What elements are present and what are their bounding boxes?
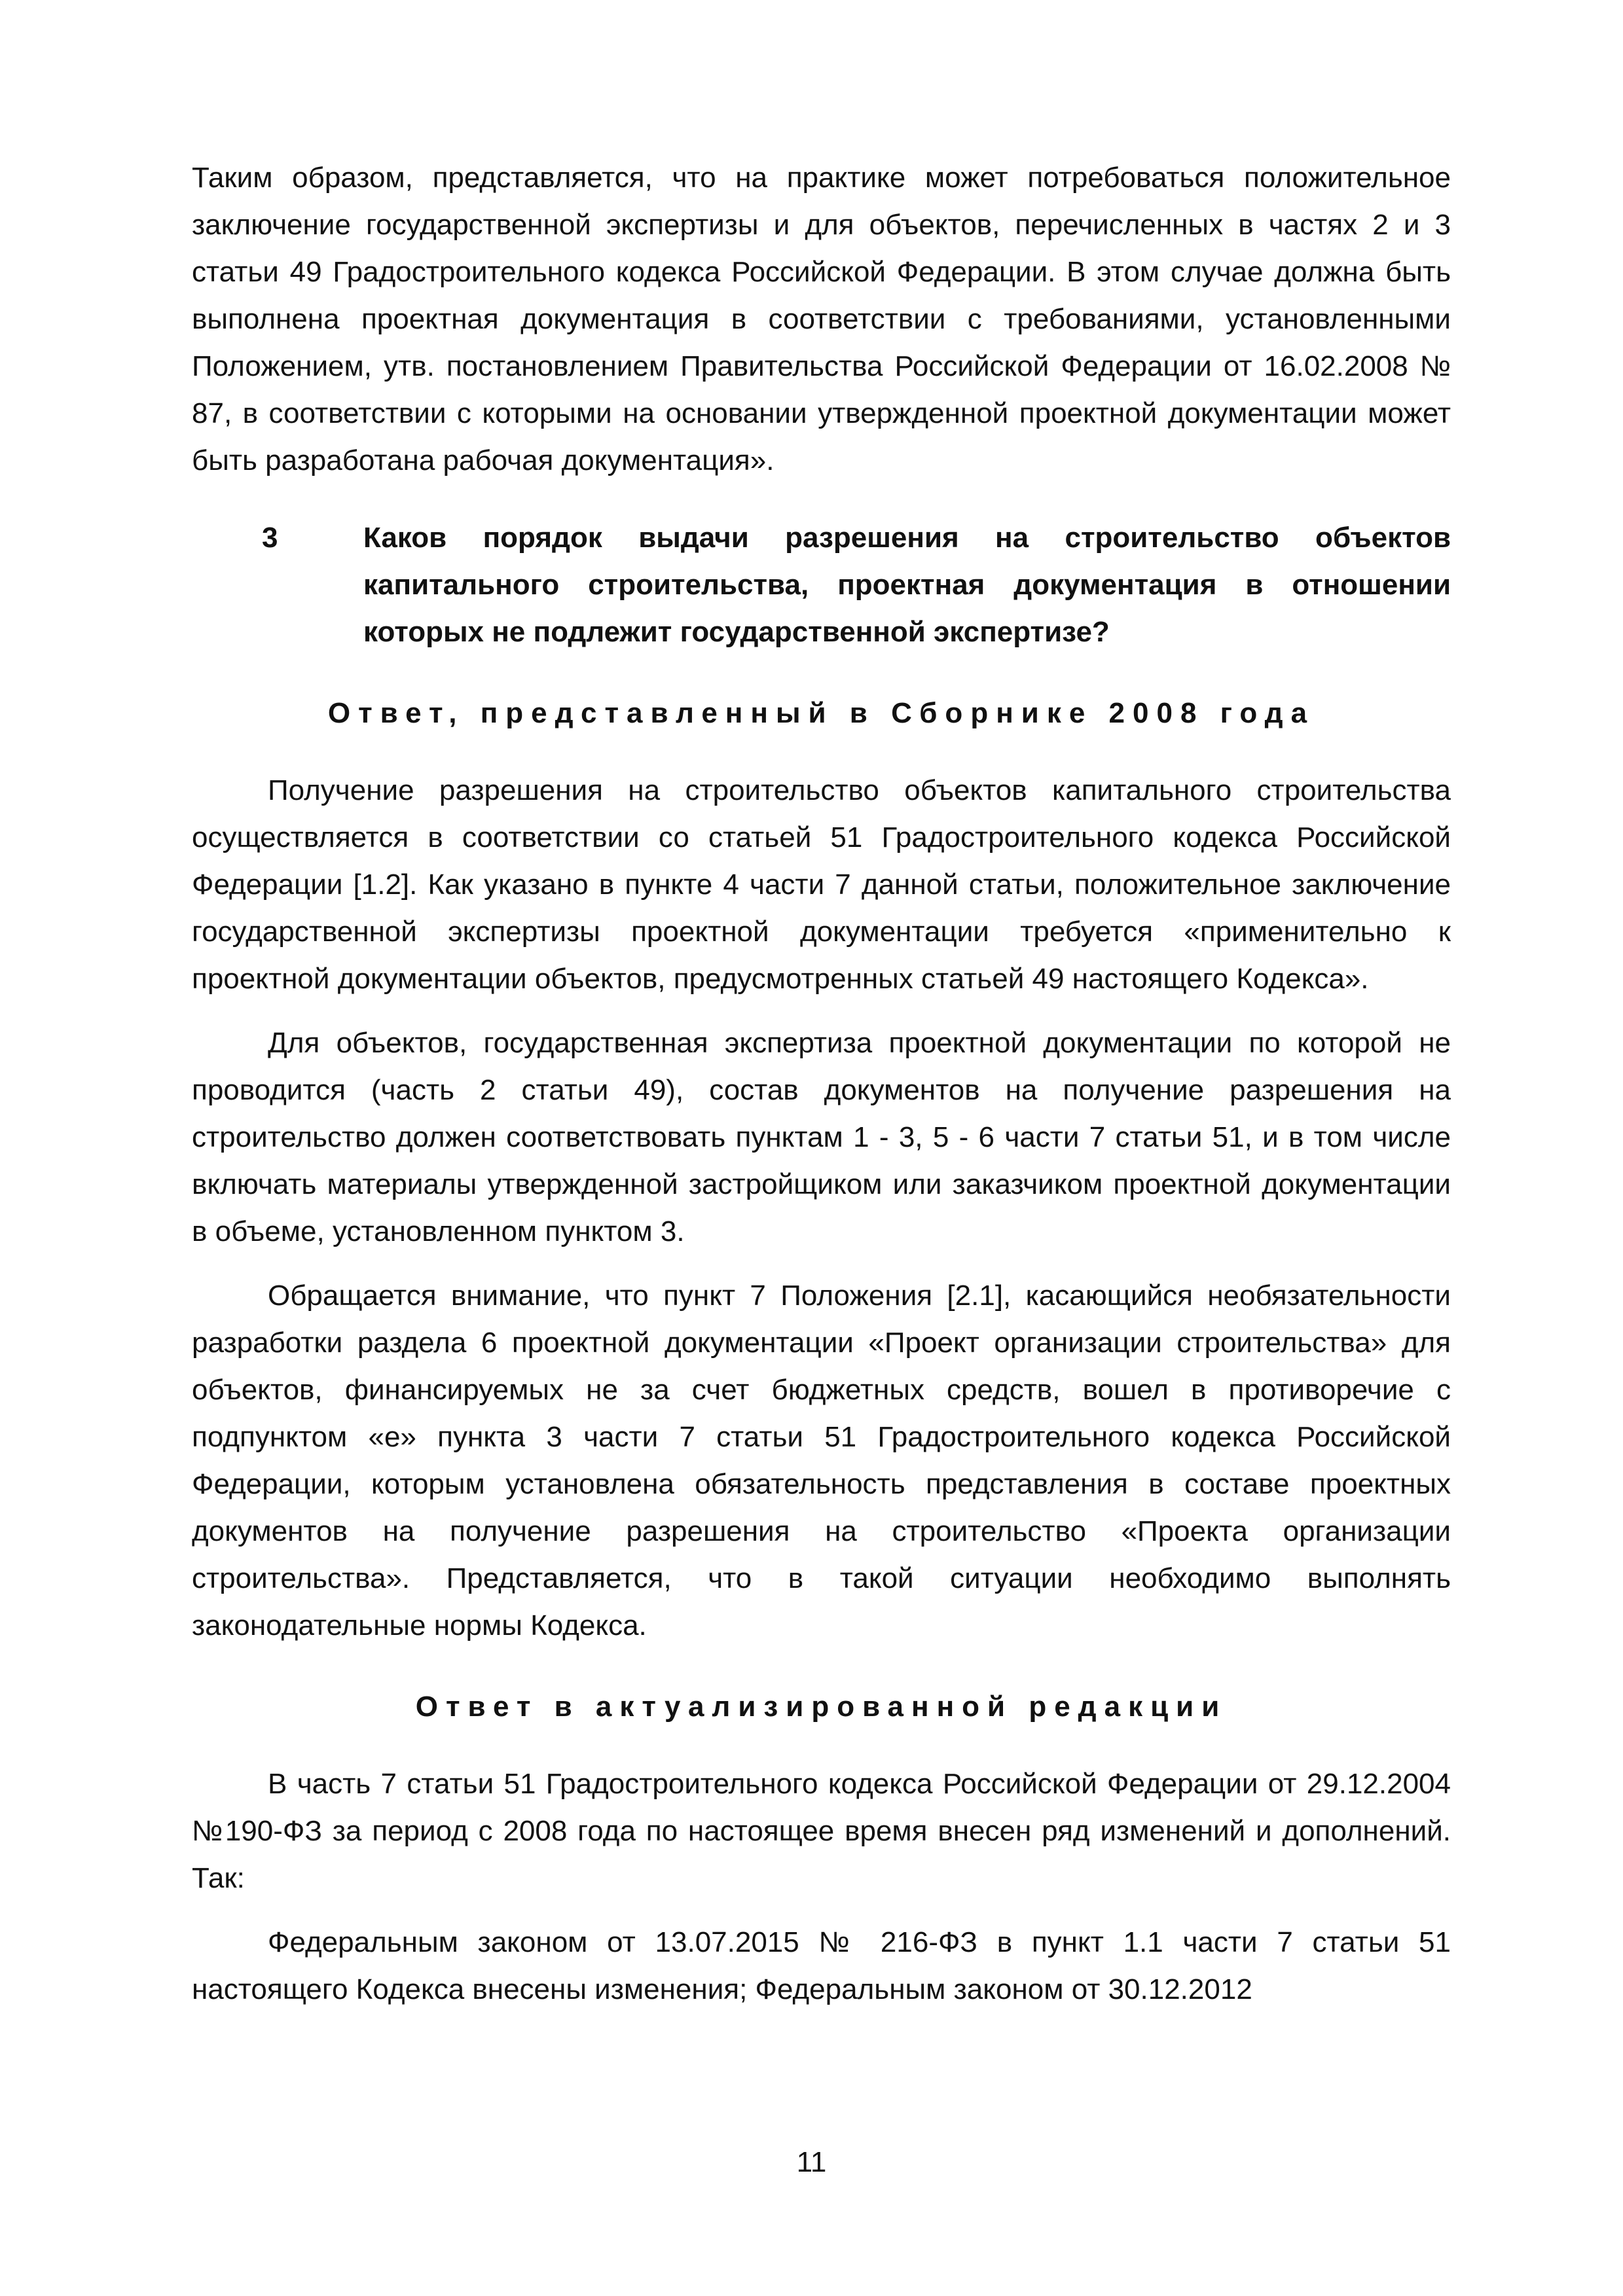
paragraph-answer-1: Получение разрешения на строительство объектов капитального строительства осуществляется в соответствии со статьей 51 Градостроительного кодекса Российской Федерации [1.2]. Как указано в пункте 4 части 7 данной статьи, положительное заключение государственной экспертизы проектной документации требуется «применительно к проектной документации объектов, предусмотренных статьей 49 настоящего Кодекса». bbox=[192, 774, 1451, 995]
document-page bbox=[192, 154, 1451, 2013]
paragraph-updated-2: Федеральным законом от 13.07.2015 № 216-ФЗ в пункт 1.1 части 7 статьи 51 настоящего Кодекса внесены изменения; Федеральным законом от 30.12.2012 bbox=[192, 1926, 1451, 2005]
paragraph-answer-3: Обращается внимание, что пункт 7 Положения [2.1], касающийся необязательности разработки раздела 6 проектной документации «Проект организации строительства» для объектов, финансируемых не за счет бюджетных средств, вошел в противоречие с подпунктом «е» пункта 3 части 7 статьи 51 Градостроительного кодекса Российской Федерации, которым установлена обязательность представления в составе проектных документов на получение разрешения на строительство «Проекта организации строительства». Представляется, что в такой ситуации необходимо выполнять законодательные нормы Кодекса. bbox=[192, 1280, 1451, 1641]
question-text: Каков порядок выдачи разрешения на строительство объектов капитального строительства, проектная документация в отношении которых не подлежит государственной экспертизе? bbox=[363, 522, 1451, 648]
paragraph-updated-1: В часть 7 статьи 51 Градостроительного кодекса Российской Федерации от 29.12.2004 №190-ФЗ за период с 2008 года по настоящее время внесен ряд изменений и дополнений. Так: bbox=[192, 1768, 1451, 1894]
page-number: 11 bbox=[796, 2146, 827, 2178]
question-number: 3 bbox=[262, 522, 278, 554]
heading-answer-updated: Ответ в актуализированной редакции bbox=[415, 1691, 1228, 1723]
question-block bbox=[192, 514, 1451, 656]
paragraph-answer-2: Для объектов, государственная экспертиза проектной документации по которой не проводится (часть 2 статьи 49), состав документов на получение разрешения на строительство должен соответствовать пунктам 1 - 3, 5 - 6 части 7 статьи 51, и в том числе включать материалы утвержденной застройщиком или заказчиком проектной документации в объеме, установленном пунктом 3. bbox=[192, 1027, 1451, 1247]
heading-answer-2008: Ответ, представленный в Сборнике 2008 года bbox=[327, 697, 1315, 729]
paragraph-intro: Таким образом, представляется, что на практике может потребоваться положительное заключение государственной экспертизы и для объектов, перечисленных в частях 2 и 3 статьи 49 Градостроительного кодекса Российской Федерации. В этом случае должна быть выполнена проектная документация в соответствии с требованиями, установленными Положением, утв. постановлением Правительства Российской Федерации от 16.02.2008 № 87, в соответствии с которыми на основании утвержденной проектной документации может быть разработана рабочая документация». bbox=[192, 162, 1451, 476]
